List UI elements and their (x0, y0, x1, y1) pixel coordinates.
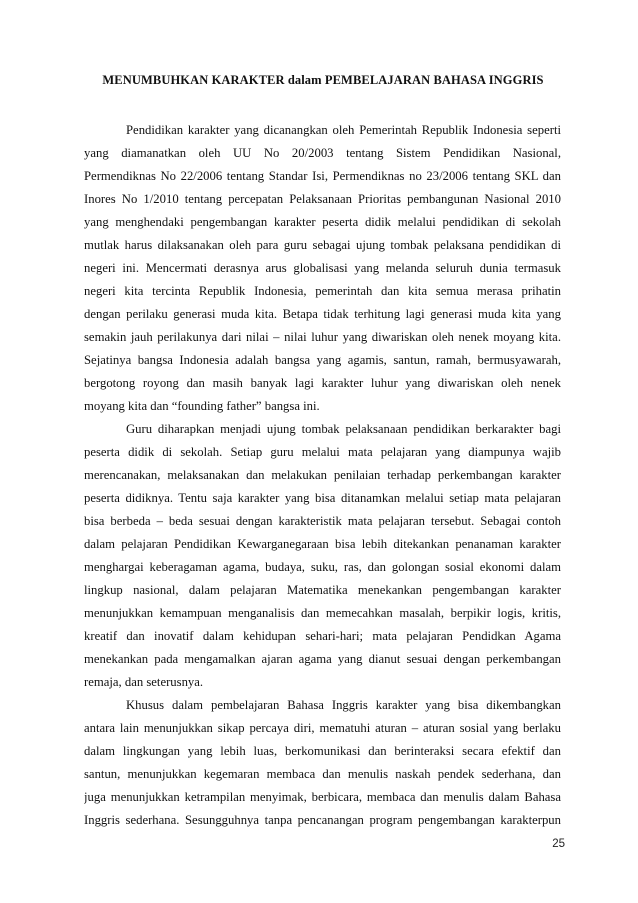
text-line: merencanakan, melaksanakan dan melakukan penilaian terhadap perkembangan karakter (84, 468, 561, 482)
text-line: Guru diharapkan menjadi ujung tombak pelaksanaan pendidikan berkarakter bagi (126, 422, 561, 436)
document-title: MENUMBUHKAN KARAKTER dalam PEMBELAJARAN BAHASA INGGRIS (102, 73, 544, 87)
page-number: 25 (552, 838, 565, 850)
text-line: lingkup nasional, dalam pelajaran Matematika menekankan pengembangan karakter (84, 583, 561, 597)
text-line: menghargai keberagaman agama, budaya, suku, ras, dan golongan sosial ekonomi dalam (84, 560, 561, 574)
text-line: dengan perilaku generasi muda kita. Betapa tidak terhitung lagi generasi muda kita yang (84, 307, 561, 321)
text-line: menunjukkan kemampuan menganalisis dan memecahkan masalah, berpikir logis, kritis, (84, 606, 561, 620)
text-line: Pendidikan karakter yang dicanangkan oleh Pemerintah Republik Indonesia seperti (126, 123, 561, 137)
text-line: menekankan pada mengamalkan ajaran agama yang dianut sesuai dengan perkembangan (84, 652, 561, 666)
text-line: peserta didiknya. Tentu saja karakter yang bisa ditanamkan melalui setiap mata pelajaran (84, 491, 561, 505)
text-line: peserta didik di sekolah. Setiap guru melalui mata pelajaran yang diampunya wajib (84, 445, 561, 459)
text-line: dalam pelajaran Pendidikan Kewarganegaraan bisa lebih ditekankan penanaman karakter (84, 537, 561, 551)
text-line: dalam lingkungan yang lebih luas, berkomunikasi dan berinteraksi secara efektif dan (84, 744, 561, 758)
text-line: negeri ini. Mencermati derasnya arus globalisasi yang melanda seluruh dunia termasuk (84, 261, 561, 275)
text-line: kreatif dan inovatif dalam kehidupan sehari-hari; mata pelajaran Pendidkan Agama (84, 629, 561, 643)
text-line: yang menghendaki pengembangan karakter peserta didik melalui pendidikan di sekolah (84, 215, 561, 229)
text-line: Khusus dalam pembelajaran Bahasa Inggris karakter yang bisa dikembangkan (126, 698, 561, 712)
text-line: moyang kita dan “founding father” bangsa ini. (84, 399, 320, 413)
text-line: Sejatinya bangsa Indonesia adalah bangsa yang agamis, santun, ramah, bermusyawarah, (84, 353, 561, 367)
text-line: semakin jauh perilakunya dari nilai – nilai luhur yang diwariskan oleh nenek moyang kita. (84, 330, 561, 344)
text-line: yang diamanatkan oleh UU No 20/2003 tentang Sistem Pendidikan Nasional, (84, 146, 561, 160)
text-line: juga menunjukkan ketrampilan menyimak, berbicara, membaca dan menulis dalam Bahasa (84, 790, 561, 804)
text-line: bisa berbeda – beda sesuai dengan karakteristik mata pelajaran tersebut. Sebagai contoh (84, 514, 561, 528)
text-line: santun, menunjukkan kegemaran membaca dan menulis naskah pendek sederhana, dan (84, 767, 561, 781)
text-line: Inores No 1/2010 tentang percepatan Pelaksanaan Prioritas pembangunan Nasional 2010 (84, 192, 561, 206)
text-line: Inggris sederhana. Sesungguhnya tanpa pencanangan program pengembangan karakterpun (84, 813, 561, 827)
text-line: remaja, dan seterusnya. (84, 675, 204, 689)
text-line: bergotong royong dan masih banyak lagi karakter luhur yang diwariskan oleh nenek (84, 376, 561, 390)
text-line: mutlak harus dilaksanakan oleh para guru sebagai ujung tombak pelaksana pendidikan di (84, 238, 561, 252)
text-line: negeri kita tercinta Republik Indonesia, pemerintah dan kita semua merasa prihatin (84, 284, 561, 298)
text-line: Permendiknas No 22/2006 tentang Standar Isi, Permendiknas no 23/2006 tentang SKL dan (84, 169, 561, 183)
text-line: antara lain menunjukkan sikap percaya diri, mematuhi aturan – aturan sosial yang berlaku (84, 721, 561, 735)
